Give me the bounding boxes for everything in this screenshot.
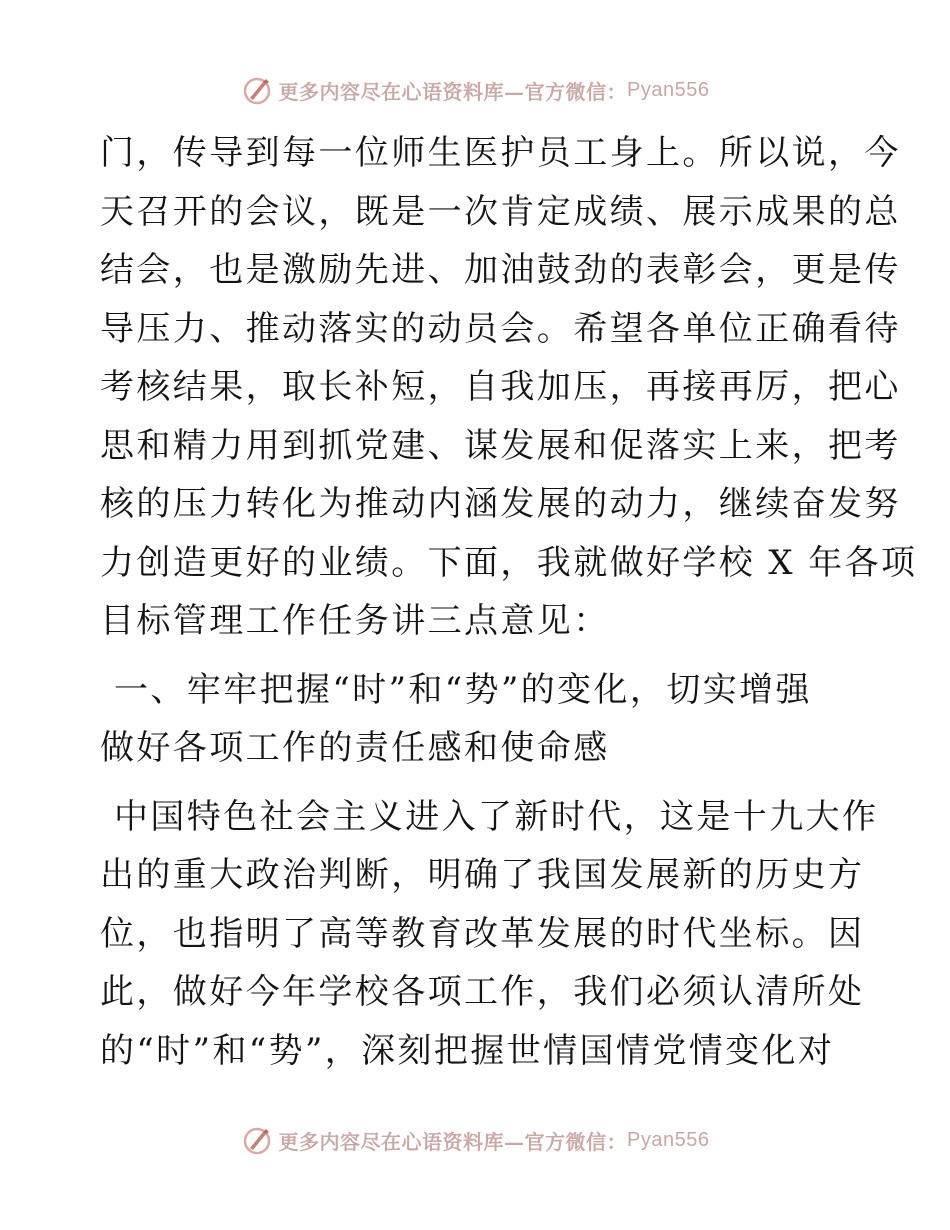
text-line: 门，传导到每一位师生医护员工身上。所以说，今 [100, 133, 901, 173]
text-line: 的“时”和“势”，深刻把握世情国情党情变化对 [100, 1030, 835, 1071]
section-heading: 一、牢牢把握“时”和“势”的变化，切实增强 [114, 669, 812, 710]
text-line: 出的重大政治判断，明确了我国发展新的历史方 [100, 855, 865, 895]
text-line: 核的压力转化为推动内涵发展的动力，继续奋发努 [100, 484, 901, 524]
section-heading: 做好各项工作的责任感和使命感 [100, 728, 610, 768]
watermark-banner-bottom [0, 1120, 950, 1160]
text-line: 目标管理工作任务讲三点意见： [100, 601, 610, 641]
text-line: 天召开的会议，既是一次肯定成绩、展示成果的总 [100, 191, 901, 232]
text-line: 思和精力用到抓党建、谋发展和促落实上来，把考 [100, 425, 901, 466]
watermark-banner-top [0, 70, 950, 110]
document-body [100, 124, 918, 1080]
text-line: 结会，也是激励先进、加油鼓劲的表彰会，更是传 [100, 250, 901, 290]
text-line: 此，做好今年学校各项工作，我们必须认清所处 [100, 972, 865, 1012]
text-line: 位，也指明了高等教育改革发展的时代坐标。因 [100, 913, 865, 954]
text-line: 考核结果，取长补短，自我加压，再接再厉，把心 [100, 367, 901, 407]
watermark-wechat-id: Pyan556 [627, 1128, 710, 1151]
red-pen-circle-logo-icon [241, 1124, 273, 1156]
text-line: 导压力、推动落实的动员会。希望各单位正确看待 [100, 308, 901, 349]
watermark-text: 更多内容尽在心语资料库—官方微信： [278, 1129, 628, 1154]
text-line: 中国特色社会主义进入了新时代，这是十九大作 [114, 796, 879, 837]
watermark-text: 更多内容尽在心语资料库—官方微信： [278, 79, 628, 104]
red-pen-circle-logo-icon [241, 74, 273, 106]
text-line: 力创造更好的业绩。下面，我就做好学校 X 年各项 [100, 542, 918, 583]
watermark-wechat-id: Pyan556 [627, 78, 710, 101]
